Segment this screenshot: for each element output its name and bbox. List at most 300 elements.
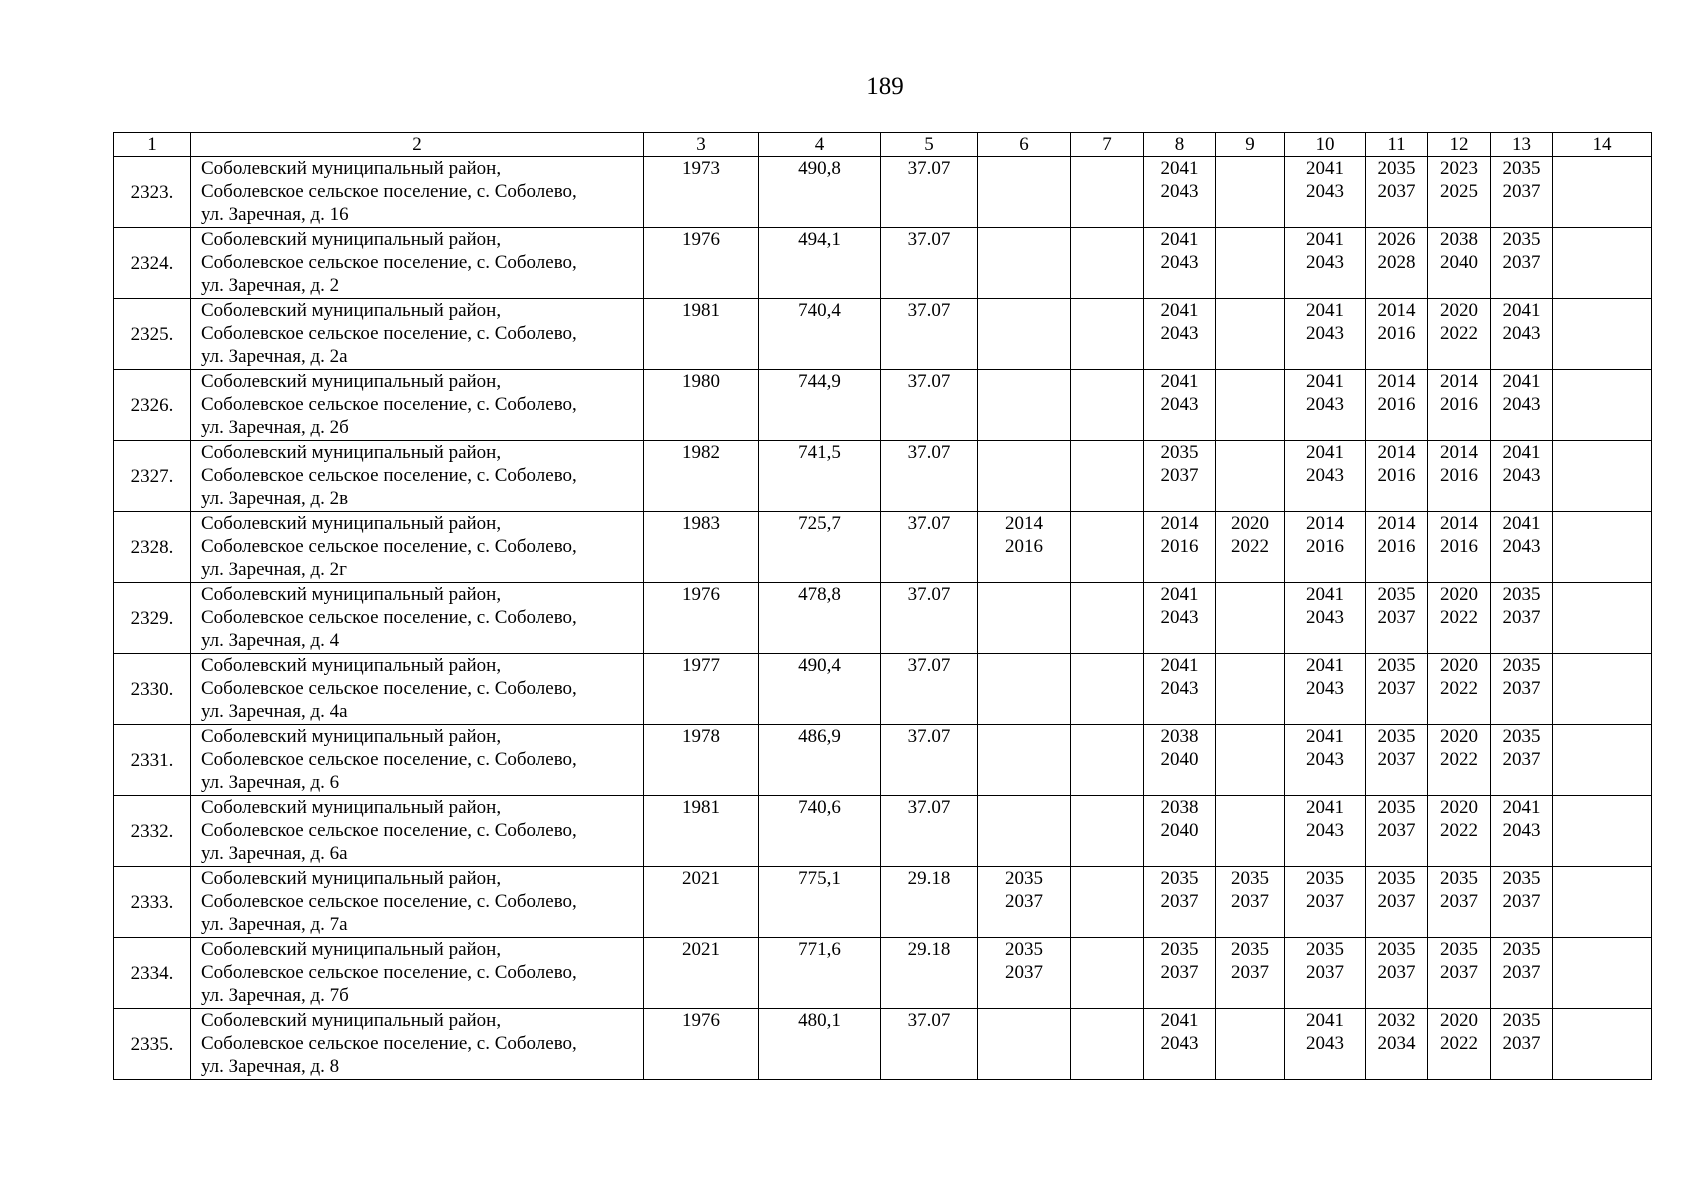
cell-col-7 bbox=[1071, 583, 1144, 654]
year-value: 2016 bbox=[1377, 394, 1416, 415]
year-value: 2041 bbox=[1502, 797, 1541, 818]
year-value: 2040 bbox=[1160, 749, 1199, 770]
year-value: 2028 bbox=[1377, 252, 1416, 273]
year-value: 2035 bbox=[1440, 939, 1478, 960]
year-value: 2037 bbox=[1160, 465, 1199, 486]
cell-col-4: 771,6 bbox=[759, 938, 881, 1009]
address-cell bbox=[191, 441, 644, 512]
cell-col-10 bbox=[1285, 1009, 1366, 1080]
year-value: 2035 bbox=[1160, 939, 1199, 960]
cell-col-10 bbox=[1285, 299, 1366, 370]
row-number-cell: 2324. bbox=[114, 228, 191, 299]
table-row bbox=[114, 157, 1652, 228]
year-value: 2043 bbox=[1306, 1033, 1344, 1054]
year-value: 2040 bbox=[1440, 252, 1478, 273]
year-value: 2035 bbox=[1160, 868, 1199, 889]
cell-col-13 bbox=[1491, 654, 1553, 725]
year-value: 2041 bbox=[1306, 655, 1344, 676]
year-value: 2037 bbox=[1377, 181, 1416, 202]
column-header-2: 2 bbox=[191, 133, 644, 157]
row-number-cell: 2328. bbox=[114, 512, 191, 583]
address-line: Соболевский муниципальный район, bbox=[201, 442, 502, 463]
cell-col-7 bbox=[1071, 1009, 1144, 1080]
cell-col-5: 29.18 bbox=[881, 938, 978, 1009]
year-value: 2041 bbox=[1306, 158, 1344, 179]
column-header-9: 9 bbox=[1216, 133, 1285, 157]
cell-col-12 bbox=[1428, 725, 1491, 796]
cell-col-5: 37.07 bbox=[881, 299, 978, 370]
year-value: 2016 bbox=[1306, 536, 1344, 557]
address-line: Соболевский муниципальный район, bbox=[201, 158, 502, 179]
address-line: ул. Заречная, д. 6а bbox=[201, 843, 348, 864]
year-value: 2043 bbox=[1160, 607, 1199, 628]
year-value: 2035 bbox=[1377, 584, 1416, 605]
address-line: Соболевское сельское поселение, с. Соболево, bbox=[201, 962, 577, 983]
year-value: 2043 bbox=[1306, 820, 1344, 841]
year-value: 2041 bbox=[1502, 442, 1541, 463]
cell-col-10 bbox=[1285, 512, 1366, 583]
year-value: 2014 bbox=[1377, 442, 1416, 463]
year-value: 2041 bbox=[1160, 371, 1199, 392]
cell-col-11 bbox=[1366, 796, 1428, 867]
column-header-7: 7 bbox=[1071, 133, 1144, 157]
table-row bbox=[114, 796, 1652, 867]
year-value: 2035 bbox=[1231, 939, 1269, 960]
year-value: 2037 bbox=[1377, 678, 1416, 699]
year-value: 2041 bbox=[1502, 371, 1541, 392]
year-value: 2014 bbox=[1440, 442, 1478, 463]
year-value: 2043 bbox=[1160, 394, 1199, 415]
cell-col-11 bbox=[1366, 228, 1428, 299]
column-header-3: 3 bbox=[644, 133, 759, 157]
cell-col-4: 740,4 bbox=[759, 299, 881, 370]
year-value: 2026 bbox=[1377, 229, 1416, 250]
cell-col-14 bbox=[1553, 938, 1652, 1009]
address-line: Соболевское сельское поселение, с. Соболево, bbox=[201, 323, 577, 344]
year-value: 2041 bbox=[1160, 300, 1199, 321]
table-row bbox=[114, 583, 1652, 654]
year-value: 2043 bbox=[1502, 323, 1541, 344]
cell-col-8 bbox=[1144, 796, 1216, 867]
address-line: ул. Заречная, д. 7а bbox=[201, 914, 348, 935]
address-cell bbox=[191, 299, 644, 370]
year-value: 2016 bbox=[1377, 323, 1416, 344]
cell-col-13 bbox=[1491, 228, 1553, 299]
address-cell bbox=[191, 938, 644, 1009]
cell-col-11 bbox=[1366, 867, 1428, 938]
cell-col-6 bbox=[978, 370, 1071, 441]
address-line: ул. Заречная, д. 6 bbox=[201, 772, 340, 793]
cell-col-13 bbox=[1491, 512, 1553, 583]
address-cell bbox=[191, 228, 644, 299]
cell-col-5: 37.07 bbox=[881, 228, 978, 299]
year-value: 2043 bbox=[1306, 394, 1344, 415]
row-number-cell: 2325. bbox=[114, 299, 191, 370]
year-value: 2035 bbox=[1502, 726, 1541, 747]
address-cell bbox=[191, 370, 644, 441]
cell-col-12 bbox=[1428, 654, 1491, 725]
cell-col-14 bbox=[1553, 441, 1652, 512]
table-row bbox=[114, 867, 1652, 938]
address-cell bbox=[191, 583, 644, 654]
cell-col-4: 740,6 bbox=[759, 796, 881, 867]
year-value: 2043 bbox=[1306, 323, 1344, 344]
cell-col-10 bbox=[1285, 938, 1366, 1009]
year-value: 2025 bbox=[1440, 181, 1478, 202]
cell-col-10 bbox=[1285, 867, 1366, 938]
year-value: 2040 bbox=[1160, 820, 1199, 841]
cell-col-8 bbox=[1144, 583, 1216, 654]
cell-col-6 bbox=[978, 441, 1071, 512]
cell-col-12 bbox=[1428, 157, 1491, 228]
cell-col-9 bbox=[1216, 441, 1285, 512]
column-header-8: 8 bbox=[1144, 133, 1216, 157]
address-line: ул. Заречная, д. 8 bbox=[201, 1056, 340, 1077]
cell-col-6 bbox=[978, 796, 1071, 867]
cell-col-5: 37.07 bbox=[881, 157, 978, 228]
cell-col-14 bbox=[1553, 1009, 1652, 1080]
year-value: 2037 bbox=[1502, 962, 1541, 983]
cell-col-5: 37.07 bbox=[881, 583, 978, 654]
year-value: 2022 bbox=[1440, 820, 1478, 841]
cell-col-3: 1973 bbox=[644, 157, 759, 228]
year-value: 2020 bbox=[1440, 726, 1478, 747]
cell-col-11 bbox=[1366, 512, 1428, 583]
cell-col-3: 1980 bbox=[644, 370, 759, 441]
cell-col-14 bbox=[1553, 228, 1652, 299]
year-value: 2043 bbox=[1160, 323, 1199, 344]
year-value: 2022 bbox=[1440, 323, 1478, 344]
cell-col-4: 480,1 bbox=[759, 1009, 881, 1080]
table-row bbox=[114, 512, 1652, 583]
year-value: 2043 bbox=[1306, 607, 1344, 628]
year-value: 2035 bbox=[1231, 868, 1269, 889]
year-value: 2038 bbox=[1160, 797, 1199, 818]
year-value: 2035 bbox=[1377, 158, 1416, 179]
cell-col-8 bbox=[1144, 654, 1216, 725]
cell-col-4: 725,7 bbox=[759, 512, 881, 583]
address-line: ул. Заречная, д. 4 bbox=[201, 630, 340, 651]
cell-col-7 bbox=[1071, 796, 1144, 867]
year-value: 2041 bbox=[1160, 229, 1199, 250]
cell-col-5: 37.07 bbox=[881, 370, 978, 441]
year-value: 2035 bbox=[1502, 868, 1541, 889]
table-row bbox=[114, 441, 1652, 512]
address-cell bbox=[191, 796, 644, 867]
address-line: Соболевское сельское поселение, с. Соболево, bbox=[201, 820, 577, 841]
cell-col-4: 486,9 bbox=[759, 725, 881, 796]
cell-col-8 bbox=[1144, 512, 1216, 583]
year-value: 2020 bbox=[1440, 655, 1478, 676]
address-line: Соболевское сельское поселение, с. Соболево, bbox=[201, 536, 577, 557]
year-value: 2041 bbox=[1160, 655, 1199, 676]
cell-col-13 bbox=[1491, 299, 1553, 370]
cell-col-8 bbox=[1144, 938, 1216, 1009]
cell-col-7 bbox=[1071, 370, 1144, 441]
address-line: ул. Заречная, д. 2б bbox=[201, 417, 349, 438]
year-value: 2037 bbox=[1005, 962, 1043, 983]
year-value: 2014 bbox=[1377, 513, 1416, 534]
year-value: 2035 bbox=[1502, 229, 1541, 250]
cell-col-12 bbox=[1428, 228, 1491, 299]
year-value: 2037 bbox=[1160, 962, 1199, 983]
year-value: 2037 bbox=[1440, 891, 1478, 912]
year-value: 2032 bbox=[1377, 1010, 1416, 1031]
cell-col-5: 37.07 bbox=[881, 725, 978, 796]
year-value: 2034 bbox=[1377, 1033, 1416, 1054]
cell-col-8 bbox=[1144, 370, 1216, 441]
cell-col-6 bbox=[978, 1009, 1071, 1080]
year-value: 2043 bbox=[1306, 465, 1344, 486]
cell-col-10 bbox=[1285, 796, 1366, 867]
address-line: Соболевское сельское поселение, с. Соболево, bbox=[201, 891, 577, 912]
cell-col-10 bbox=[1285, 583, 1366, 654]
cell-col-13 bbox=[1491, 441, 1553, 512]
cell-col-10 bbox=[1285, 370, 1366, 441]
year-value: 2037 bbox=[1502, 181, 1541, 202]
year-value: 2041 bbox=[1160, 1010, 1199, 1031]
row-number-cell: 2326. bbox=[114, 370, 191, 441]
cell-col-4: 490,4 bbox=[759, 654, 881, 725]
cell-col-9 bbox=[1216, 228, 1285, 299]
address-line: ул. Заречная, д. 7б bbox=[201, 985, 349, 1006]
year-value: 2041 bbox=[1502, 513, 1541, 534]
address-line: ул. Заречная, д. 2 bbox=[201, 275, 340, 296]
cell-col-8 bbox=[1144, 441, 1216, 512]
table-row bbox=[114, 938, 1652, 1009]
year-value: 2043 bbox=[1306, 749, 1344, 770]
address-line: Соболевский муниципальный район, bbox=[201, 300, 502, 321]
cell-col-9 bbox=[1216, 725, 1285, 796]
address-line: ул. Заречная, д. 2в bbox=[201, 488, 349, 509]
address-line: Соболевский муниципальный район, bbox=[201, 371, 502, 392]
column-header-13: 13 bbox=[1491, 133, 1553, 157]
year-value: 2035 bbox=[1160, 442, 1199, 463]
cell-col-12 bbox=[1428, 299, 1491, 370]
year-value: 2041 bbox=[1306, 229, 1344, 250]
cell-col-11 bbox=[1366, 725, 1428, 796]
cell-col-3: 2021 bbox=[644, 938, 759, 1009]
year-value: 2037 bbox=[1502, 678, 1541, 699]
year-value: 2037 bbox=[1231, 891, 1269, 912]
cell-col-4: 741,5 bbox=[759, 441, 881, 512]
table-row bbox=[114, 654, 1652, 725]
year-value: 2037 bbox=[1160, 891, 1199, 912]
cell-col-7 bbox=[1071, 654, 1144, 725]
year-value: 2041 bbox=[1502, 300, 1541, 321]
year-value: 2037 bbox=[1377, 749, 1416, 770]
cell-col-13 bbox=[1491, 796, 1553, 867]
address-line: ул. Заречная, д. 4а bbox=[201, 701, 348, 722]
year-value: 2035 bbox=[1502, 1010, 1541, 1031]
year-value: 2037 bbox=[1502, 607, 1541, 628]
year-value: 2035 bbox=[1377, 655, 1416, 676]
year-value: 2035 bbox=[1377, 939, 1416, 960]
column-number-row bbox=[114, 133, 1652, 157]
row-number-cell: 2333. bbox=[114, 867, 191, 938]
year-value: 2037 bbox=[1502, 1033, 1541, 1054]
year-value: 2035 bbox=[1502, 655, 1541, 676]
cell-col-14 bbox=[1553, 725, 1652, 796]
cell-col-7 bbox=[1071, 725, 1144, 796]
year-value: 2037 bbox=[1502, 252, 1541, 273]
cell-col-5: 37.07 bbox=[881, 1009, 978, 1080]
year-value: 2023 bbox=[1440, 158, 1478, 179]
year-value: 2043 bbox=[1160, 1033, 1199, 1054]
cell-col-12 bbox=[1428, 938, 1491, 1009]
cell-col-10 bbox=[1285, 725, 1366, 796]
registry-table bbox=[113, 132, 1652, 1080]
cell-col-11 bbox=[1366, 1009, 1428, 1080]
address-cell bbox=[191, 654, 644, 725]
address-line: Соболевское сельское поселение, с. Соболево, bbox=[201, 678, 577, 699]
row-number-cell: 2334. bbox=[114, 938, 191, 1009]
cell-col-14 bbox=[1553, 796, 1652, 867]
cell-col-7 bbox=[1071, 512, 1144, 583]
year-value: 2020 bbox=[1440, 797, 1478, 818]
cell-col-11 bbox=[1366, 441, 1428, 512]
address-line: Соболевский муниципальный район, bbox=[201, 797, 502, 818]
cell-col-9 bbox=[1216, 796, 1285, 867]
year-value: 2041 bbox=[1306, 371, 1344, 392]
cell-col-10 bbox=[1285, 157, 1366, 228]
year-value: 2016 bbox=[1440, 536, 1478, 557]
cell-col-14 bbox=[1553, 370, 1652, 441]
page-number: 189 bbox=[866, 73, 904, 100]
cell-col-3: 1982 bbox=[644, 441, 759, 512]
year-value: 2043 bbox=[1502, 820, 1541, 841]
cell-col-14 bbox=[1553, 867, 1652, 938]
cell-col-9 bbox=[1216, 938, 1285, 1009]
cell-col-5: 37.07 bbox=[881, 654, 978, 725]
address-cell bbox=[191, 1009, 644, 1080]
column-header-14: 14 bbox=[1553, 133, 1652, 157]
cell-col-14 bbox=[1553, 299, 1652, 370]
cell-col-8 bbox=[1144, 867, 1216, 938]
cell-col-13 bbox=[1491, 370, 1553, 441]
cell-col-6 bbox=[978, 654, 1071, 725]
cell-col-10 bbox=[1285, 228, 1366, 299]
cell-col-11 bbox=[1366, 299, 1428, 370]
year-value: 2041 bbox=[1306, 442, 1344, 463]
year-value: 2035 bbox=[1440, 868, 1478, 889]
year-value: 2014 bbox=[1005, 513, 1043, 534]
cell-col-7 bbox=[1071, 157, 1144, 228]
cell-col-12 bbox=[1428, 441, 1491, 512]
cell-col-7 bbox=[1071, 441, 1144, 512]
address-line: ул. Заречная, д. 2а bbox=[201, 346, 348, 367]
address-cell bbox=[191, 512, 644, 583]
year-value: 2035 bbox=[1502, 939, 1541, 960]
cell-col-7 bbox=[1071, 938, 1144, 1009]
year-value: 2016 bbox=[1160, 536, 1199, 557]
row-number-cell: 2332. bbox=[114, 796, 191, 867]
year-value: 2022 bbox=[1440, 749, 1478, 770]
cell-col-5: 37.07 bbox=[881, 441, 978, 512]
address-line: Соболевский муниципальный район, bbox=[201, 939, 502, 960]
year-value: 2041 bbox=[1306, 300, 1344, 321]
cell-col-6 bbox=[978, 583, 1071, 654]
cell-col-4: 744,9 bbox=[759, 370, 881, 441]
column-header-12: 12 bbox=[1428, 133, 1491, 157]
year-value: 2016 bbox=[1377, 465, 1416, 486]
cell-col-3: 1976 bbox=[644, 583, 759, 654]
year-value: 2022 bbox=[1231, 536, 1269, 557]
cell-col-9 bbox=[1216, 1009, 1285, 1080]
address-line: Соболевское сельское поселение, с. Соболево, bbox=[201, 1033, 577, 1054]
cell-col-6 bbox=[978, 938, 1071, 1009]
year-value: 2043 bbox=[1306, 181, 1344, 202]
column-header-6: 6 bbox=[978, 133, 1071, 157]
year-value: 2035 bbox=[1306, 868, 1344, 889]
cell-col-8 bbox=[1144, 725, 1216, 796]
year-value: 2016 bbox=[1440, 394, 1478, 415]
table-body bbox=[114, 157, 1652, 1080]
year-value: 2043 bbox=[1160, 181, 1199, 202]
cell-col-4: 490,8 bbox=[759, 157, 881, 228]
year-value: 2022 bbox=[1440, 607, 1478, 628]
cell-col-11 bbox=[1366, 157, 1428, 228]
year-value: 2037 bbox=[1502, 749, 1541, 770]
column-header-10: 10 bbox=[1285, 133, 1366, 157]
cell-col-13 bbox=[1491, 867, 1553, 938]
year-value: 2035 bbox=[1306, 939, 1344, 960]
cell-col-13 bbox=[1491, 583, 1553, 654]
address-cell bbox=[191, 725, 644, 796]
cell-col-9 bbox=[1216, 512, 1285, 583]
address-line: Соболевский муниципальный район, bbox=[201, 655, 502, 676]
cell-col-3: 1983 bbox=[644, 512, 759, 583]
cell-col-8 bbox=[1144, 228, 1216, 299]
year-value: 2037 bbox=[1440, 962, 1478, 983]
cell-col-3: 1977 bbox=[644, 654, 759, 725]
year-value: 2020 bbox=[1440, 300, 1478, 321]
cell-col-13 bbox=[1491, 938, 1553, 1009]
address-line: Соболевское сельское поселение, с. Соболево, bbox=[201, 394, 577, 415]
cell-col-3: 1978 bbox=[644, 725, 759, 796]
column-header-5: 5 bbox=[881, 133, 978, 157]
cell-col-14 bbox=[1553, 583, 1652, 654]
cell-col-14 bbox=[1553, 512, 1652, 583]
year-value: 2014 bbox=[1377, 300, 1416, 321]
address-cell bbox=[191, 157, 644, 228]
year-value: 2037 bbox=[1306, 891, 1344, 912]
cell-col-9 bbox=[1216, 299, 1285, 370]
year-value: 2035 bbox=[1377, 797, 1416, 818]
year-value: 2014 bbox=[1440, 513, 1478, 534]
year-value: 2035 bbox=[1502, 584, 1541, 605]
year-value: 2014 bbox=[1377, 371, 1416, 392]
year-value: 2041 bbox=[1306, 584, 1344, 605]
cell-col-9 bbox=[1216, 867, 1285, 938]
year-value: 2022 bbox=[1440, 678, 1478, 699]
year-value: 2035 bbox=[1377, 868, 1416, 889]
year-value: 2037 bbox=[1377, 962, 1416, 983]
cell-col-3: 1981 bbox=[644, 299, 759, 370]
address-line: Соболевский муниципальный район, bbox=[201, 1010, 502, 1031]
cell-col-8 bbox=[1144, 299, 1216, 370]
year-value: 2037 bbox=[1231, 962, 1269, 983]
address-line: Соболевское сельское поселение, с. Соболево, bbox=[201, 465, 577, 486]
year-value: 2014 bbox=[1160, 513, 1199, 534]
year-value: 2043 bbox=[1306, 678, 1344, 699]
year-value: 2037 bbox=[1502, 891, 1541, 912]
cell-col-6 bbox=[978, 157, 1071, 228]
row-number-cell: 2335. bbox=[114, 1009, 191, 1080]
year-value: 2043 bbox=[1306, 252, 1344, 273]
row-number-cell: 2329. bbox=[114, 583, 191, 654]
table-row bbox=[114, 299, 1652, 370]
